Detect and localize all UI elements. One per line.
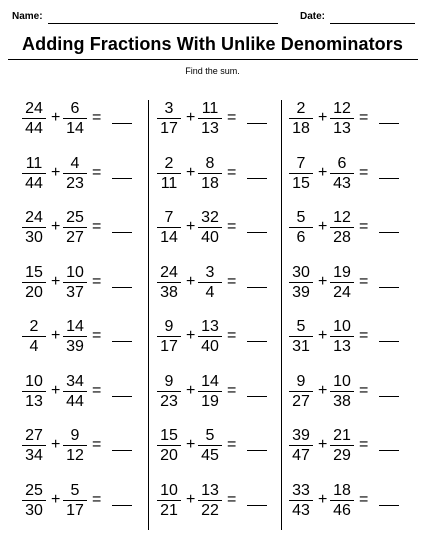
answer-blank[interactable] xyxy=(379,505,399,506)
denominator: 44 xyxy=(25,120,43,137)
title-underline xyxy=(8,59,418,60)
fraction-bar xyxy=(330,227,354,228)
numerator: 14 xyxy=(66,318,84,335)
problem-item xyxy=(289,155,419,195)
problem-item xyxy=(157,482,287,522)
numerator: 7 xyxy=(296,154,306,172)
numerator: 2 xyxy=(29,318,39,335)
denominator: 18 xyxy=(292,120,310,137)
answer-blank[interactable] xyxy=(379,396,399,397)
denominator: 43 xyxy=(333,174,351,192)
answer-blank[interactable] xyxy=(112,341,132,342)
fraction-bar xyxy=(289,445,313,446)
fraction-b xyxy=(63,318,87,355)
numerator: 4 xyxy=(70,154,80,172)
fraction-a xyxy=(289,100,313,137)
answer-blank[interactable] xyxy=(379,178,399,179)
fraction-bar xyxy=(63,500,87,501)
fraction-b xyxy=(63,209,87,246)
denominator: 4 xyxy=(29,338,39,355)
answer-blank[interactable] xyxy=(247,287,267,288)
answer-blank[interactable] xyxy=(112,287,132,288)
fraction-bar xyxy=(157,391,181,392)
numerator: 10 xyxy=(25,372,43,390)
problem-item xyxy=(289,318,419,358)
numerator: 3 xyxy=(205,263,215,281)
plus-sign: + xyxy=(51,109,61,126)
numerator: 3 xyxy=(164,100,174,117)
fraction-b xyxy=(330,100,354,137)
numerator: 15 xyxy=(25,263,43,281)
fraction-bar xyxy=(63,282,87,283)
problem-item xyxy=(289,427,419,467)
fraction-bar xyxy=(198,118,222,119)
fraction-bar xyxy=(330,500,354,501)
numerator: 12 xyxy=(333,209,351,226)
denominator: 14 xyxy=(66,120,84,137)
fraction-b xyxy=(63,482,87,519)
fraction-a xyxy=(157,318,181,355)
equals-sign: = xyxy=(227,109,237,126)
answer-blank[interactable] xyxy=(112,505,132,506)
denominator: 43 xyxy=(292,501,310,519)
numerator: 33 xyxy=(292,481,310,499)
numerator: 12 xyxy=(333,100,351,117)
fraction-bar xyxy=(63,391,87,392)
numerator: 32 xyxy=(201,209,219,226)
fraction-a xyxy=(157,427,181,464)
fraction-b xyxy=(330,318,354,355)
fraction-bar xyxy=(22,445,46,446)
denominator: 39 xyxy=(292,283,310,301)
problem-item xyxy=(22,100,152,140)
numerator: 24 xyxy=(25,100,43,117)
denominator: 30 xyxy=(25,501,43,519)
plus-sign: + xyxy=(51,272,61,290)
denominator: 18 xyxy=(201,174,219,192)
denominator: 24 xyxy=(333,283,351,301)
fraction-bar xyxy=(157,118,181,119)
fraction-bar xyxy=(289,391,313,392)
equals-sign: = xyxy=(227,436,237,453)
denominator: 13 xyxy=(333,338,351,355)
denominator: 13 xyxy=(333,120,351,137)
fraction-b xyxy=(198,373,222,410)
numerator: 19 xyxy=(333,263,351,281)
plus-sign: + xyxy=(51,327,61,344)
equals-sign: = xyxy=(92,109,102,126)
fraction-b xyxy=(198,318,222,355)
fraction-a xyxy=(289,209,313,246)
denominator: 44 xyxy=(25,174,43,192)
problem-item xyxy=(289,100,419,140)
page-title: Adding Fractions With Unlike Denominators xyxy=(22,34,403,54)
fraction-b xyxy=(330,427,354,464)
fraction-b xyxy=(63,427,87,464)
numerator: 30 xyxy=(292,263,310,281)
denominator: 47 xyxy=(292,447,310,464)
date-label: Date: xyxy=(300,11,326,22)
plus-sign: + xyxy=(186,327,196,344)
numerator: 7 xyxy=(164,209,174,226)
answer-blank[interactable] xyxy=(112,450,132,451)
equals-sign: = xyxy=(359,218,369,235)
fraction-a xyxy=(289,155,313,192)
numerator: 18 xyxy=(333,481,351,499)
fraction-bar xyxy=(22,173,46,174)
numerator: 9 xyxy=(164,372,174,390)
fraction-a xyxy=(22,209,46,246)
fraction-bar xyxy=(22,500,46,501)
plus-sign: + xyxy=(186,490,196,508)
fraction-b xyxy=(63,373,87,410)
numerator: 27 xyxy=(25,427,43,444)
fraction-a xyxy=(157,100,181,137)
equals-sign: = xyxy=(359,327,369,344)
numerator: 9 xyxy=(70,427,80,444)
fraction-bar xyxy=(157,500,181,501)
denominator: 13 xyxy=(201,120,219,137)
numerator: 5 xyxy=(296,318,306,335)
fraction-a xyxy=(289,427,313,464)
denominator: 4 xyxy=(205,283,215,301)
fraction-bar xyxy=(289,336,313,337)
fraction-bar xyxy=(157,227,181,228)
fraction-bar xyxy=(289,500,313,501)
plus-sign: + xyxy=(186,272,196,290)
denominator: 34 xyxy=(25,447,43,464)
plus-sign: + xyxy=(51,163,61,181)
numerator: 14 xyxy=(201,372,219,390)
numerator: 25 xyxy=(25,481,43,499)
numerator: 11 xyxy=(25,154,43,172)
fraction-bar xyxy=(198,282,222,283)
fraction-a xyxy=(289,264,313,301)
plus-sign: + xyxy=(318,272,328,290)
fraction-b xyxy=(198,100,222,137)
fraction-bar xyxy=(63,118,87,119)
plus-sign: + xyxy=(186,436,196,453)
fraction-bar xyxy=(157,445,181,446)
denominator: 20 xyxy=(160,447,178,464)
fraction-b xyxy=(330,482,354,519)
numerator: 5 xyxy=(205,427,215,444)
fraction-a xyxy=(22,373,46,410)
answer-blank[interactable] xyxy=(379,450,399,451)
fraction-bar xyxy=(330,173,354,174)
fraction-a xyxy=(289,482,313,519)
fraction-a xyxy=(22,100,46,137)
answer-blank[interactable] xyxy=(112,232,132,233)
numerator: 2 xyxy=(296,100,306,117)
equals-sign: = xyxy=(227,163,237,181)
numerator: 39 xyxy=(292,427,310,444)
fraction-b xyxy=(63,155,87,192)
denominator: 37 xyxy=(66,283,84,301)
denominator: 22 xyxy=(201,501,219,519)
fraction-b xyxy=(330,264,354,301)
fraction-bar xyxy=(330,282,354,283)
equals-sign: = xyxy=(92,490,102,508)
problem-item xyxy=(22,209,152,249)
denominator: 28 xyxy=(333,229,351,246)
answer-blank[interactable] xyxy=(247,232,267,233)
plus-sign: + xyxy=(186,218,196,235)
fraction-a xyxy=(157,482,181,519)
problem-item xyxy=(157,318,287,358)
answer-blank[interactable] xyxy=(112,178,132,179)
fraction-bar xyxy=(63,445,87,446)
denominator: 23 xyxy=(66,174,84,192)
plus-sign: + xyxy=(318,381,328,399)
fraction-a xyxy=(157,209,181,246)
equals-sign: = xyxy=(92,327,102,344)
fraction-bar xyxy=(198,391,222,392)
fraction-a xyxy=(289,373,313,410)
fraction-bar xyxy=(63,336,87,337)
plus-sign: + xyxy=(318,327,328,344)
fraction-a xyxy=(22,482,46,519)
plus-sign: + xyxy=(186,381,196,399)
denominator: 17 xyxy=(160,338,178,355)
denominator: 27 xyxy=(292,392,310,410)
equals-sign: = xyxy=(227,327,237,344)
answer-blank[interactable] xyxy=(379,287,399,288)
denominator: 39 xyxy=(66,338,84,355)
header xyxy=(12,11,415,27)
denominator: 6 xyxy=(296,229,306,246)
fraction-bar xyxy=(198,173,222,174)
fraction-b xyxy=(198,264,222,301)
fraction-a xyxy=(22,427,46,464)
plus-sign: + xyxy=(186,109,196,126)
numerator: 11 xyxy=(201,100,219,117)
fraction-bar xyxy=(198,336,222,337)
denominator: 13 xyxy=(25,392,43,410)
answer-blank[interactable] xyxy=(247,505,267,506)
problem-item xyxy=(289,482,419,522)
denominator: 31 xyxy=(292,338,310,355)
numerator: 15 xyxy=(160,427,178,444)
fraction-a xyxy=(157,264,181,301)
plus-sign: + xyxy=(51,490,61,508)
numerator: 9 xyxy=(164,318,174,335)
fraction-bar xyxy=(330,118,354,119)
fraction-bar xyxy=(289,118,313,119)
equals-sign: = xyxy=(359,490,369,508)
answer-blank[interactable] xyxy=(112,396,132,397)
fraction-b xyxy=(63,100,87,137)
equals-sign: = xyxy=(359,381,369,399)
numerator: 5 xyxy=(296,209,306,226)
denominator: 15 xyxy=(292,174,310,192)
numerator: 13 xyxy=(201,481,219,499)
numerator: 9 xyxy=(296,372,306,390)
fraction-bar xyxy=(157,336,181,337)
fraction-bar xyxy=(22,336,46,337)
numerator: 6 xyxy=(70,100,80,117)
plus-sign: + xyxy=(51,436,61,453)
fraction-bar xyxy=(63,227,87,228)
problem-item xyxy=(289,264,419,304)
plus-sign: + xyxy=(51,381,61,399)
numerator: 2 xyxy=(164,154,174,172)
fraction-b xyxy=(330,209,354,246)
denominator: 46 xyxy=(333,501,351,519)
denominator: 14 xyxy=(160,229,178,246)
fraction-b xyxy=(198,427,222,464)
answer-blank[interactable] xyxy=(247,178,267,179)
numerator: 34 xyxy=(66,372,84,390)
equals-sign: = xyxy=(359,163,369,181)
fraction-b xyxy=(63,264,87,301)
answer-blank[interactable] xyxy=(247,123,267,124)
plus-sign: + xyxy=(318,218,328,235)
equals-sign: = xyxy=(92,272,102,290)
denominator: 17 xyxy=(66,501,84,519)
numerator: 10 xyxy=(333,318,351,335)
fraction-a xyxy=(22,155,46,192)
fraction-bar xyxy=(22,282,46,283)
denominator: 17 xyxy=(160,120,178,137)
numerator: 10 xyxy=(160,481,178,499)
problem-item xyxy=(22,318,152,358)
fraction-b xyxy=(198,155,222,192)
denominator: 45 xyxy=(201,447,219,464)
numerator: 21 xyxy=(333,427,351,444)
problem-item xyxy=(157,264,287,304)
problem-item xyxy=(157,427,287,467)
denominator: 21 xyxy=(160,501,178,519)
fraction-b xyxy=(330,373,354,410)
instructions: Find the sum. xyxy=(185,66,240,76)
denominator: 40 xyxy=(201,338,219,355)
fraction-a xyxy=(157,373,181,410)
numerator: 24 xyxy=(25,209,43,226)
problem-item xyxy=(157,155,287,195)
denominator: 30 xyxy=(25,229,43,246)
fraction-bar xyxy=(289,282,313,283)
answer-blank[interactable] xyxy=(247,396,267,397)
equals-sign: = xyxy=(227,490,237,508)
plus-sign: + xyxy=(186,163,196,181)
equals-sign: = xyxy=(359,272,369,290)
denominator: 27 xyxy=(66,229,84,246)
equals-sign: = xyxy=(359,109,369,126)
fraction-bar xyxy=(22,391,46,392)
denominator: 23 xyxy=(160,392,178,410)
problem-item xyxy=(22,427,152,467)
problem-item xyxy=(22,264,152,304)
plus-sign: + xyxy=(318,436,328,453)
answer-blank[interactable] xyxy=(379,123,399,124)
denominator: 44 xyxy=(66,392,84,410)
answer-blank[interactable] xyxy=(379,341,399,342)
answer-blank[interactable] xyxy=(247,450,267,451)
plus-sign: + xyxy=(51,218,61,235)
answer-blank[interactable] xyxy=(379,232,399,233)
numerator: 10 xyxy=(333,372,351,390)
fraction-bar xyxy=(330,391,354,392)
denominator: 38 xyxy=(333,392,351,410)
fraction-bar xyxy=(289,173,313,174)
fraction-bar xyxy=(157,282,181,283)
equals-sign: = xyxy=(227,381,237,399)
equals-sign: = xyxy=(92,218,102,235)
equals-sign: = xyxy=(92,163,102,181)
equals-sign: = xyxy=(227,272,237,290)
name-label: Name: xyxy=(12,11,43,22)
fraction-bar xyxy=(22,118,46,119)
problem-item xyxy=(22,373,152,413)
equals-sign: = xyxy=(359,436,369,453)
problem-item xyxy=(289,209,419,249)
fraction-bar xyxy=(198,227,222,228)
plus-sign: + xyxy=(318,490,328,508)
problem-item xyxy=(289,373,419,413)
fraction-bar xyxy=(198,500,222,501)
fraction-bar xyxy=(289,227,313,228)
fraction-b xyxy=(198,482,222,519)
fraction-a xyxy=(157,155,181,192)
denominator: 40 xyxy=(201,229,219,246)
fraction-b xyxy=(330,155,354,192)
fraction-bar xyxy=(330,445,354,446)
name-field[interactable] xyxy=(48,23,278,24)
fraction-b xyxy=(198,209,222,246)
numerator: 8 xyxy=(205,154,215,172)
answer-blank[interactable] xyxy=(112,123,132,124)
answer-blank[interactable] xyxy=(247,341,267,342)
fraction-bar xyxy=(63,173,87,174)
numerator: 6 xyxy=(337,154,347,172)
problem-item xyxy=(22,155,152,195)
fraction-bar xyxy=(157,173,181,174)
date-field[interactable] xyxy=(330,23,415,24)
equals-sign: = xyxy=(92,436,102,453)
plus-sign: + xyxy=(318,163,328,181)
plus-sign: + xyxy=(318,109,328,126)
fraction-bar xyxy=(22,227,46,228)
problem-item xyxy=(22,482,152,522)
numerator: 25 xyxy=(66,209,84,226)
denominator: 20 xyxy=(25,283,43,301)
numerator: 10 xyxy=(66,263,84,281)
fraction-a xyxy=(289,318,313,355)
numerator: 24 xyxy=(160,263,178,281)
fraction-a xyxy=(22,264,46,301)
denominator: 29 xyxy=(333,447,351,464)
problem-item xyxy=(157,209,287,249)
fraction-bar xyxy=(198,445,222,446)
numerator: 5 xyxy=(70,481,80,499)
denominator: 11 xyxy=(160,174,178,192)
problem-item xyxy=(157,100,287,140)
fraction-bar xyxy=(330,336,354,337)
numerator: 13 xyxy=(201,318,219,335)
equals-sign: = xyxy=(92,381,102,399)
denominator: 19 xyxy=(201,392,219,410)
problem-item xyxy=(157,373,287,413)
fraction-a xyxy=(22,318,46,355)
equals-sign: = xyxy=(227,218,237,235)
denominator: 38 xyxy=(160,283,178,301)
denominator: 12 xyxy=(66,447,84,464)
